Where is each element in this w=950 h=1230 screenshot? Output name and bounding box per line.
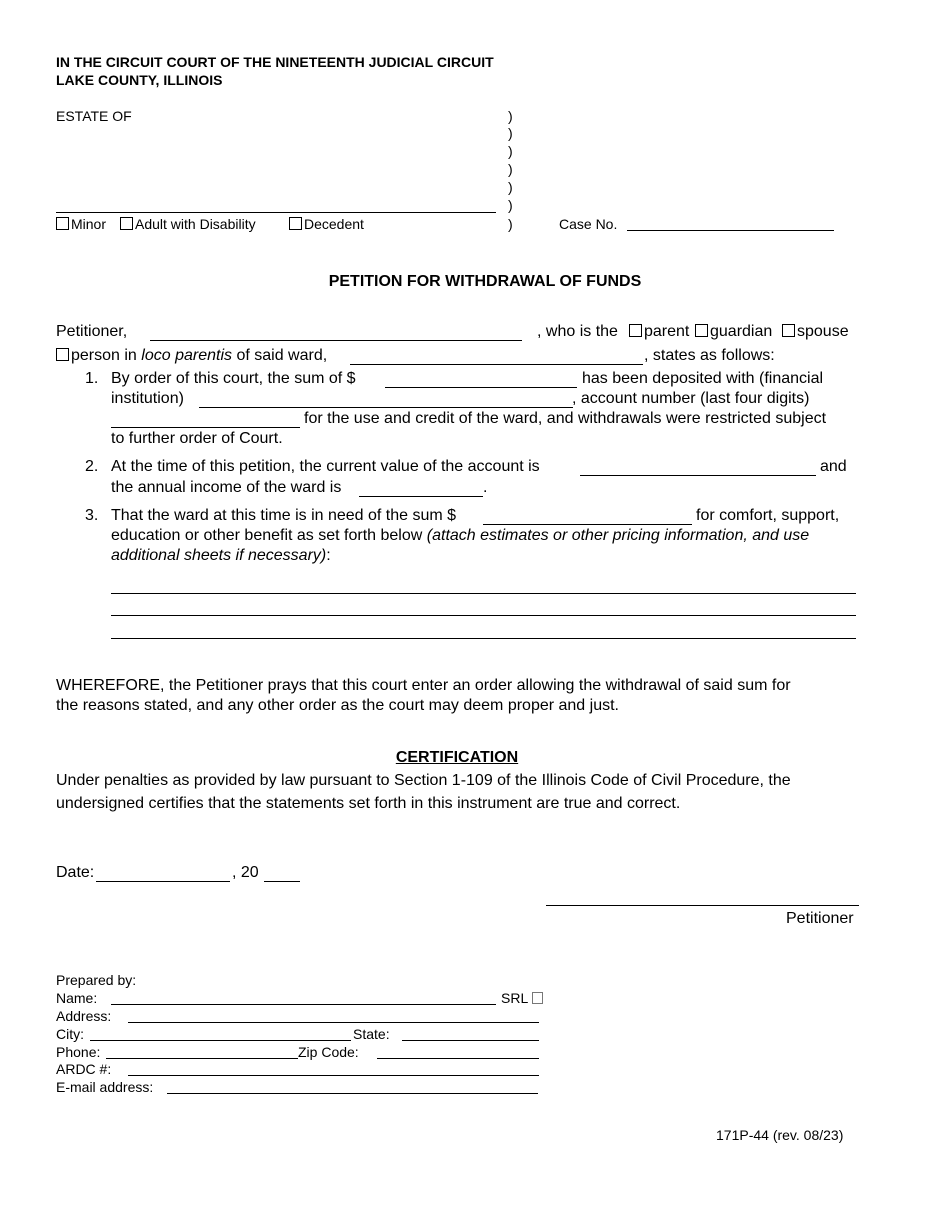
spouse-checkbox[interactable] — [782, 324, 795, 337]
who-is-label: , who is the — [537, 323, 618, 340]
guardian-checkbox[interactable] — [695, 324, 708, 337]
states-label: , states as follows: — [644, 347, 775, 364]
item-3-colon: : — [326, 547, 331, 564]
srl-label: SRL — [501, 990, 529, 1006]
ward-name-field[interactable] — [350, 364, 643, 365]
caption-paren: ) — [508, 143, 513, 159]
date-year-prefix: , 20 — [232, 864, 259, 881]
benefit-line-2[interactable] — [111, 615, 856, 616]
adult-disability-checkbox[interactable] — [120, 217, 133, 230]
minor-option — [56, 216, 106, 232]
minor-label: Minor — [71, 216, 107, 232]
item-2-text-b: and — [820, 458, 847, 475]
petitioner-signature-label: Petitioner — [786, 910, 854, 927]
item-3-text-b: for comfort, support, — [696, 507, 840, 524]
state-label: State: — [353, 1026, 390, 1042]
item-2-number: 2. — [85, 458, 99, 475]
email-field[interactable] — [167, 1093, 538, 1094]
estate-name-line[interactable] — [56, 212, 496, 213]
of-said-ward-label: of said ward, — [236, 347, 328, 364]
item-1-text-c: institution) — [111, 390, 184, 407]
decedent-option — [289, 216, 364, 232]
needed-sum-field[interactable] — [483, 524, 692, 525]
item-2-text-d: . — [483, 479, 488, 496]
ardc-label: ARDC #: — [56, 1061, 112, 1077]
date-year-field[interactable] — [264, 881, 300, 882]
court-name: IN THE CIRCUIT COURT OF THE NINETEENTH JUDICIAL CIRCUIT — [56, 54, 494, 70]
guardian-option — [695, 323, 772, 341]
item-3-number: 3. — [85, 507, 99, 524]
case-number-field[interactable] — [627, 230, 834, 231]
caption-paren: ) — [508, 125, 513, 141]
minor-checkbox[interactable] — [56, 217, 69, 230]
item-1-text-d: , account number (last four digits) — [572, 390, 810, 407]
parent-option — [629, 323, 689, 341]
phone-label: Phone: — [56, 1044, 101, 1060]
person-loco-checkbox[interactable] — [56, 348, 69, 361]
person-in-label: person in — [71, 347, 137, 364]
account-number-field[interactable] — [111, 427, 300, 428]
financial-institution-field[interactable] — [199, 407, 573, 408]
item-1-text-f: to further order of Court. — [111, 430, 283, 447]
case-number-label: Case No. — [559, 216, 618, 232]
item-1-number: 1. — [85, 370, 99, 387]
spouse-label: spouse — [797, 323, 849, 340]
person-loco-option — [56, 347, 327, 365]
parent-checkbox[interactable] — [629, 324, 642, 337]
prepared-by-heading: Prepared by: — [56, 972, 137, 988]
item-3-text-e — [111, 547, 331, 565]
city-field[interactable] — [90, 1040, 351, 1041]
item-2-text-a: At the time of this petition, the current value of the account is — [111, 458, 540, 475]
petitioner-label: Petitioner, — [56, 323, 128, 340]
document-title: PETITION FOR WITHDRAWAL OF FUNDS — [328, 273, 642, 290]
spouse-option — [782, 323, 849, 341]
item-3-text-a: That the ward at this time is in need of the sum $ — [111, 507, 457, 524]
zip-field[interactable] — [377, 1058, 539, 1059]
guardian-label: guardian — [710, 323, 773, 340]
wherefore-line-1: WHEREFORE, the Petitioner prays that this court enter an order allowing the withdrawal of said sum for — [56, 677, 791, 694]
petitioner-signature-line[interactable] — [546, 905, 859, 906]
decedent-checkbox[interactable] — [289, 217, 302, 230]
item-1-text-b: has been deposited with (financial — [582, 370, 824, 387]
benefit-line-3[interactable] — [111, 638, 856, 639]
estate-of-label: ESTATE OF — [56, 108, 132, 124]
deposit-sum-field[interactable] — [385, 387, 577, 388]
caption-paren: ) — [508, 197, 513, 213]
item-1-text-a: By order of this court, the sum of $ — [111, 370, 356, 387]
caption-paren: ) — [508, 179, 513, 195]
address-field[interactable] — [128, 1022, 539, 1023]
item-3-text-e-italic: additional sheets if necessary) — [111, 547, 327, 564]
loco-parentis-text: loco parentis — [141, 347, 232, 364]
form-number: 171P-44 (rev. 08/23) — [716, 1127, 844, 1143]
name-label: Name: — [56, 990, 98, 1006]
certification-line-2: undersigned certifies that the statements set forth in this instrument are true and correct. — [56, 795, 681, 812]
date-label: Date: — [56, 864, 95, 881]
parent-label: parent — [644, 323, 690, 340]
address-label: Address: — [56, 1008, 112, 1024]
caption-paren: ) — [508, 108, 513, 124]
item-2-text-c: the annual income of the ward is — [111, 479, 342, 496]
county-name: LAKE COUNTY, ILLINOIS — [56, 72, 223, 88]
zip-label: Zip Code: — [298, 1044, 359, 1060]
account-value-field[interactable] — [580, 475, 816, 476]
ardc-field[interactable] — [128, 1075, 539, 1076]
item-3-text-d-italic: (attach estimates or other pricing information, and use — [426, 527, 810, 544]
item-3-text-c — [111, 527, 809, 545]
city-label: City: — [56, 1026, 84, 1042]
adult-disability-label: Adult with Disability — [135, 216, 256, 232]
email-label: E-mail address: — [56, 1079, 154, 1095]
srl-checkbox[interactable] — [532, 992, 543, 1004]
adult-disability-option — [120, 216, 256, 232]
decedent-label: Decedent — [304, 216, 364, 232]
wherefore-line-2: the reasons stated, and any other order as the court may deem proper and just. — [56, 697, 619, 714]
caption-paren: ) — [508, 216, 513, 232]
date-field[interactable] — [96, 881, 230, 882]
state-field[interactable] — [402, 1040, 539, 1041]
item-3-text-c-plain: education or other benefit as set forth below — [111, 527, 423, 544]
benefit-line-1[interactable] — [111, 593, 856, 594]
petitioner-name-field[interactable] — [150, 340, 522, 341]
name-field[interactable] — [111, 1004, 496, 1005]
annual-income-field[interactable] — [359, 496, 483, 497]
caption-paren: ) — [508, 161, 513, 177]
certification-line-1: Under penalties as provided by law pursuant to Section 1-109 of the Illinois Code of Civil Procedure, the — [56, 772, 791, 789]
srl-option — [501, 990, 543, 1006]
phone-field[interactable] — [106, 1058, 298, 1059]
item-1-text-e: for the use and credit of the ward, and withdrawals were restricted subject — [304, 410, 827, 427]
certification-heading: CERTIFICATION — [395, 749, 519, 766]
